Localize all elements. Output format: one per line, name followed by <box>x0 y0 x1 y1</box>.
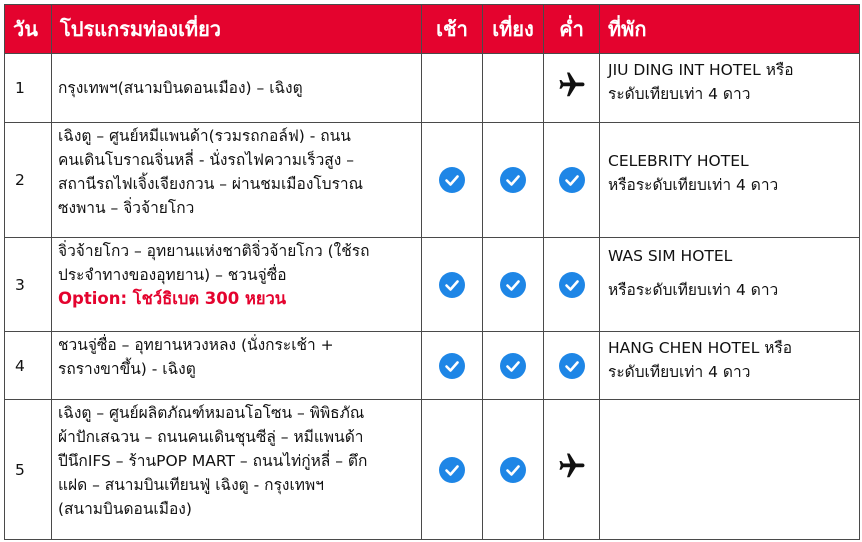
dinner-cell <box>544 400 600 540</box>
plane-icon <box>557 70 587 107</box>
check-icon <box>559 167 585 193</box>
table-row <box>5 400 860 540</box>
header-dinner: ค่ำ <box>544 5 600 54</box>
check-icon <box>559 353 585 379</box>
breakfast-cell <box>422 123 483 238</box>
dinner-cell <box>544 238 600 332</box>
program-line: คนเดินโบราณจิ่นหลี่ - นั่งรถไฟความเร็วสูง – <box>58 151 355 169</box>
lunch-cell <box>483 54 544 123</box>
check-icon <box>500 272 526 298</box>
header-row <box>5 5 860 54</box>
table-row <box>5 332 860 400</box>
header-lunch: เที่ยง <box>483 5 544 54</box>
hotel-line: ระดับเทียบเท่า 4 ดาว <box>608 85 751 103</box>
header-day: วัน <box>5 5 52 54</box>
program-line: เฉิงตู – ศูนย์หมีแพนด้า(รวมรถกอล์ฟ) - ถนน <box>58 127 351 145</box>
dinner-cell <box>544 54 600 123</box>
breakfast-cell <box>422 400 483 540</box>
header-hotel: ที่พัก <box>600 5 860 54</box>
lunch-cell <box>483 400 544 540</box>
hotel-line: CELEBRITY HOTEL <box>608 152 749 170</box>
day-number: 1 <box>5 54 52 123</box>
check-icon <box>500 457 526 483</box>
hotel-line: หรือระดับเทียบเท่า 4 ดาว <box>608 176 779 194</box>
program-line: (สนามบินดอนเมือง) <box>58 500 192 518</box>
lunch-cell <box>483 238 544 332</box>
option-note: Option: โชว์ธิเบต 300 หยวน <box>58 289 287 308</box>
hotel-cell <box>600 400 860 540</box>
hotel-line: ระดับเทียบเท่า 4 ดาว <box>608 363 751 381</box>
program-cell <box>52 123 422 238</box>
program-cell <box>52 400 422 540</box>
hotel-cell <box>600 238 860 332</box>
table-row <box>5 123 860 238</box>
hotel-cell <box>600 54 860 123</box>
hotel-cell <box>600 332 860 400</box>
check-icon <box>439 353 465 379</box>
day-number: 3 <box>5 238 52 332</box>
table-row <box>5 238 860 332</box>
program-line: เฉิงตู – ศูนย์ผลิตภัณฑ์หมอนโอโซน – พิพิธภัณ <box>58 404 365 422</box>
program-line: ประจำทางของอุทยาน) – ชวนจู่ซื่อ <box>58 266 287 284</box>
program-line: ผ้าปักเสฉวน – ถนนคนเดินชุนซีลู่ – หมีแพนด้า <box>58 428 364 446</box>
table-row <box>5 54 860 123</box>
lunch-cell <box>483 123 544 238</box>
program-cell <box>52 332 422 400</box>
program-line: รถรางขาขึ้น) - เฉิงตู <box>58 360 196 378</box>
itinerary-table <box>4 4 860 540</box>
program-line: ชวนจู่ซื่อ – อุทยานหวงหลง (นั่งกระเช้า + <box>58 336 334 354</box>
dinner-cell <box>544 332 600 400</box>
breakfast-cell <box>422 238 483 332</box>
check-icon <box>500 167 526 193</box>
day-number: 5 <box>5 400 52 540</box>
day-number: 2 <box>5 123 52 238</box>
program-line: ซงพาน – จิ่วจ้ายโกว <box>58 199 195 217</box>
program-line: สถานีรถไฟเจิ้งเจียงกวน – ผ่านชมเมืองโบราณ <box>58 175 363 193</box>
day-number: 4 <box>5 332 52 400</box>
check-icon <box>500 353 526 379</box>
program-line: แฝด – สนามบินเทียนฟู่ เฉิงตู - กรุงเทพฯ <box>58 476 324 494</box>
check-icon <box>439 167 465 193</box>
program-cell <box>52 238 422 332</box>
program-line: จิ่วจ้ายโกว – อุทยานแห่งชาติจิ่วจ้ายโกว (ใช้รถ <box>58 242 370 260</box>
header-breakfast: เช้า <box>422 5 483 54</box>
check-icon <box>559 272 585 298</box>
lunch-cell <box>483 332 544 400</box>
breakfast-cell <box>422 54 483 123</box>
check-icon <box>439 272 465 298</box>
header-program: โปรแกรมท่องเที่ยว <box>52 5 422 54</box>
program-line: ปีนึกIFS – ร้านPOP MART – ถนนไท่กู่หลี่ – ตึก <box>58 452 368 470</box>
program-line: กรุงเทพฯ(สนามบินดอนเมือง) – เฉิงตู <box>58 78 303 97</box>
hotel-cell <box>600 123 860 238</box>
check-icon <box>439 457 465 483</box>
breakfast-cell <box>422 332 483 400</box>
hotel-line: หรือระดับเทียบเท่า 4 ดาว <box>608 281 779 299</box>
hotel-line: HANG CHEN HOTEL หรือ <box>608 339 793 357</box>
hotel-gap <box>608 268 851 278</box>
program-cell <box>52 54 422 123</box>
plane-icon <box>557 451 587 488</box>
hotel-line: JIU DING INT HOTEL หรือ <box>608 61 794 79</box>
hotel-line: WAS SIM HOTEL <box>608 247 733 265</box>
dinner-cell <box>544 123 600 238</box>
